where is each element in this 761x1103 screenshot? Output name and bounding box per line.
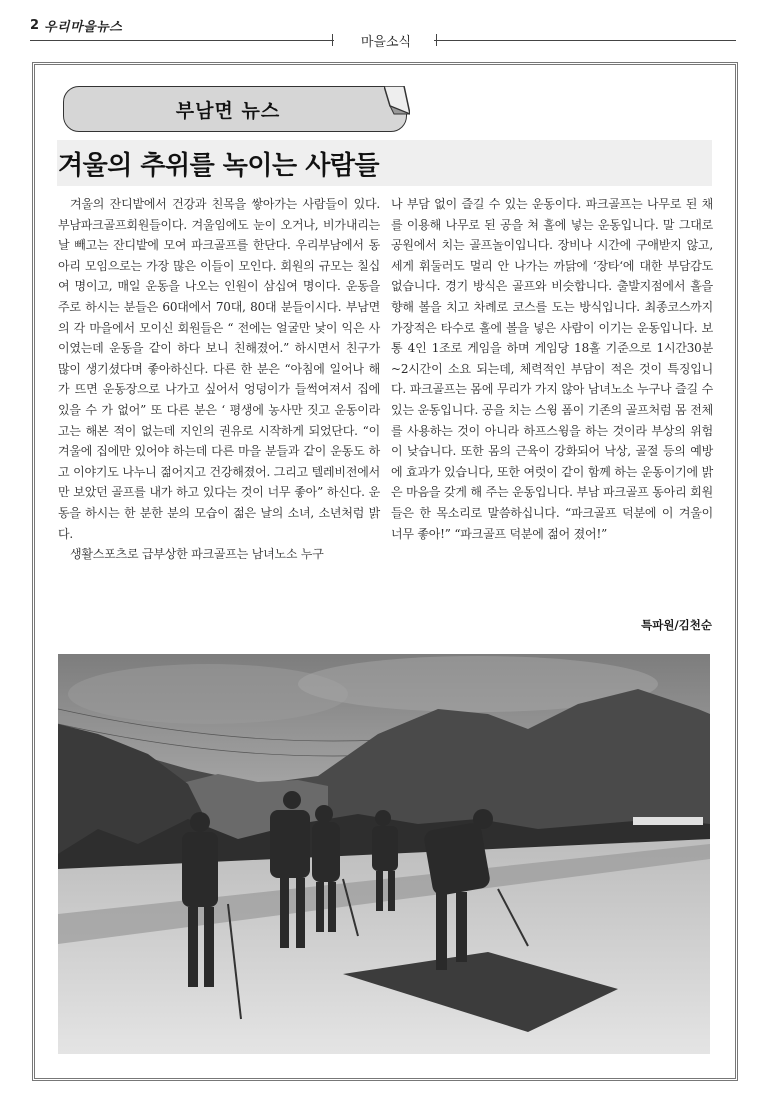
header-rule-right: [434, 40, 736, 41]
page-header: [30, 16, 736, 50]
article-column-left: [58, 194, 380, 565]
newspaper-logo: 우리마을뉴스: [44, 20, 123, 35]
section-label: 마을소식: [360, 35, 412, 50]
banner-title: 부남면 뉴스: [175, 100, 281, 122]
park-golf-photo: [58, 654, 710, 1054]
header-rule-left: [30, 40, 334, 41]
article-headline: 겨울의 추위를 녹이는 사람들: [58, 151, 380, 181]
paragraph: 나 부담 없이 즐길 수 있는 운동이다. 파크골프는 나무로 된 채를 이용해 나무로 된 공을 쳐 홀에 넣는 운동입니다. 말 그대로 공원에서 치는 골프놀이입니다. 장비나 시간에 구애받지 않고, 세게 휘둘러도 멀리 안 나가는 까닭에 ‘장타‘에 대한 부담감도 없습니다. 경기 방식은 골프와 비슷합니다. 출발지점에서 홀을 향해 볼을 치고 차례로 코스를 도는 방식입니다. 최종코스까지 가장적은 타수로 홀에 볼을 넣은 사람이 이기는 운동입니다. 보통 4인 1조로 게임을 하며 게임당 18홀 기준으로 1시간30분~2시간이 소요 되는데, 체력적인 부담이 적은 것이 특징입니다. 파크골프는 몸에 무리가 가지 않아 남녀노소 누구나 즐길 수 있는 운동입니다. 공을 치는 스윙 폼이 기존의 골프처럼 몸 전체를 사용하는 것이 아니라 하프스윙을 하는 것이라 부상의 위험이 낮습니다. 또한 몸의 근육이 강화되어 낙상, 골절 등의 예방에 효과가 있습니다, 또한 여럿이 같이 함께 하는 운동이기에 밝은 마음을 갖게 해 주는 운동입니다. 부남 파크골프 동아리 회원들은 한 목소리로 말씀하십니다. “파크골프 덕분에 이 겨울이 너무 좋아!” “파크골프 덕분에 젊어 졌어!”: [391, 197, 713, 541]
paragraph: 겨울의 잔디밭에서 건강과 친목을 쌓아가는 사람들이 있다. 부남파크골프회원들이다. 겨울임에도 눈이 오거나, 비가내리는 날 빼고는 잔디밭에 모여 파크골프를 한단다. 우리부남에서 동아리 모임으로는 가장 많은 이들이 모인다. 회원의 규모는 칠십여 명이고, 매일 운동을 나오는 인원이 삼십여 명이다. 운동을 주로 하시는 분들은 60대에서 70대, 80대 분들이시다. 부남면의 각 마을에서 모이신 회원들은 “ 전에는 얼굴만 낯이 익은 사이였는데 운동을 같이 하다 보니 친해졌어.” 하시면서 친구가 많이 생기셨다며 좋아하신다. 다른 한 분은 “아침에 일어나 해가 뜨면 운동장으로 나가고 싶어서 엉덩이가 들썩여져서 집에 있을 수 가 없어” 또 다른 분은 ‘ 평생에 농사만 짓고 운동이라고는 해본 적이 없는데 지인의 권유로 시작하게 되었단다. “이 겨울에 집에만 있어야 하는데 다른 마을 분들과 같이 운동도 하고 이야기도 나누니 젊어지고 건강해졌어. 그리고 텔레비전에서만 보았던 골프를 내가 하고 있다는 것이 너무 좋아” 하신다. 운동을 하시는 한 분한 분의 모습이 젊은 날의 소녀, 소년처럼 밝다.: [58, 197, 380, 541]
page-number: 2: [30, 18, 40, 33]
paragraph: 생활스포츠로 급부상한 파크골프는 남녀노소 누구: [70, 547, 324, 562]
article-column-right: [391, 194, 713, 544]
byline: 특파원/김천순: [641, 618, 712, 632]
header-tick-left: [332, 34, 333, 46]
